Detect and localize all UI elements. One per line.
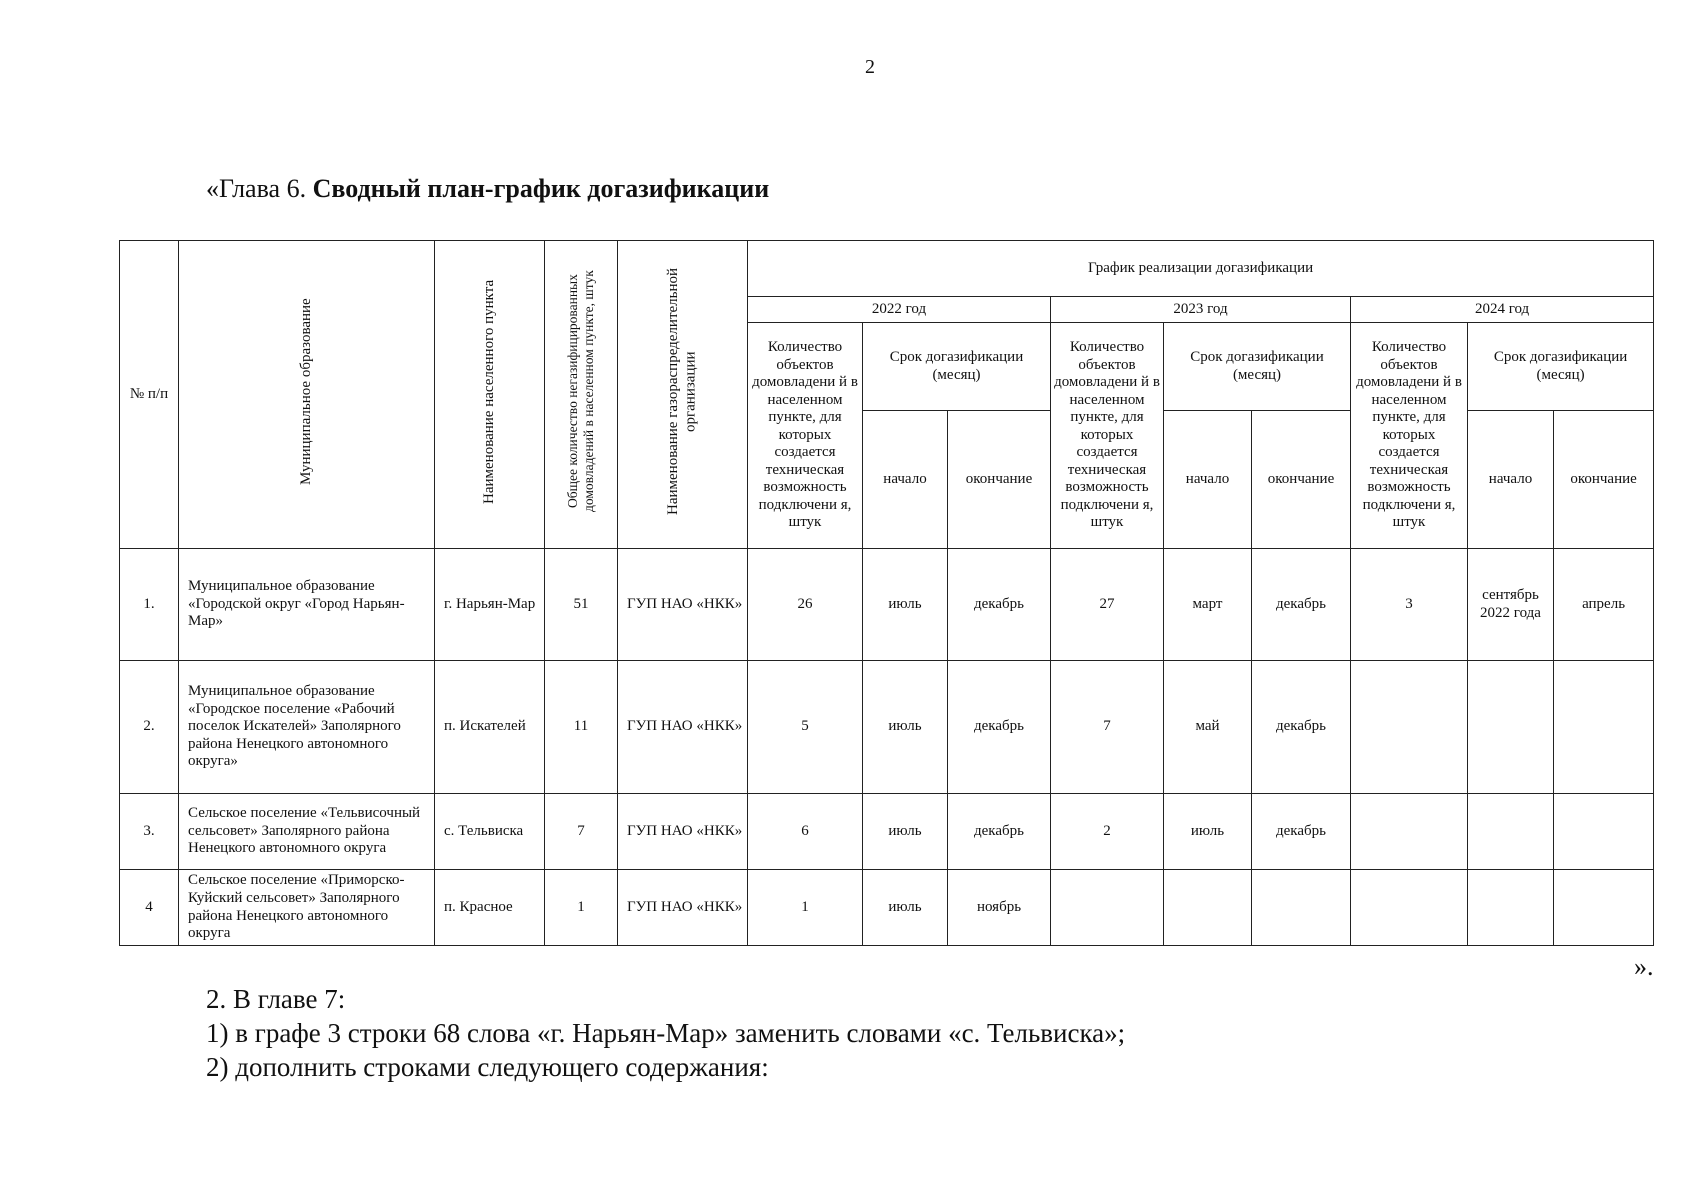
row-total: 11 [545, 661, 618, 794]
row-start-2024 [1468, 794, 1554, 870]
row-count-2023: 2 [1051, 794, 1164, 870]
row-end-2022: декабрь [948, 549, 1051, 661]
header-row-1 [120, 241, 1654, 297]
row-total: 7 [545, 794, 618, 870]
header-settlement [435, 241, 545, 549]
row-start-2022: июль [863, 794, 948, 870]
row-count-2022: 6 [748, 794, 863, 870]
table-row [120, 794, 1654, 870]
row-count-2022: 1 [748, 870, 863, 946]
row-num: 4 [120, 870, 179, 946]
header-end-2022: окончание [948, 411, 1051, 549]
header-total-households [545, 241, 618, 549]
row-end-2022: декабрь [948, 794, 1051, 870]
row-org: ГУП НАО «НКК» [618, 870, 748, 946]
row-count-2024 [1351, 794, 1468, 870]
row-count-2024: 3 [1351, 549, 1468, 661]
row-count-2023 [1051, 870, 1164, 946]
row-municipality: Муниципальное образование «Городское поселение «Рабочий поселок Искателей» Заполярного района Ненецкого автономного округа» [179, 661, 435, 794]
row-end-2023: декабрь [1252, 794, 1351, 870]
header-start-2024: начало [1468, 411, 1554, 549]
row-total: 51 [545, 549, 618, 661]
header-year-2024: 2024 год [1351, 297, 1654, 323]
header-num: № п/п [120, 241, 179, 549]
header-start-2023: начало [1164, 411, 1252, 549]
row-start-2023 [1164, 870, 1252, 946]
header-term-2023: Срок догазификации (месяц) [1164, 323, 1351, 411]
row-count-2024 [1351, 661, 1468, 794]
row-num: 3. [120, 794, 179, 870]
row-end-2023: декабрь [1252, 661, 1351, 794]
after-text-line-3: 2) дополнить строками следующего содержания: [206, 1052, 769, 1082]
header-gas-org-text: Наименование газораспределительной организации [664, 268, 699, 516]
header-year-2023: 2023 год [1051, 297, 1351, 323]
row-end-2022: декабрь [948, 661, 1051, 794]
row-count-2024 [1351, 870, 1468, 946]
table-row [120, 661, 1654, 794]
row-end-2023 [1252, 870, 1351, 946]
header-start-2022: начало [863, 411, 948, 549]
row-settlement: п. Искателей [435, 661, 545, 794]
gasification-plan-table [119, 240, 1654, 946]
row-count-2022: 5 [748, 661, 863, 794]
chapter-heading [206, 174, 769, 204]
row-start-2023: июль [1164, 794, 1252, 870]
header-objects-count-2023: Количество объектов домовладени й в населенном пункте, для которых создается техническая возможность подключени я, штук [1051, 323, 1164, 549]
header-settlement-text: Наименование населенного пункта [480, 279, 497, 504]
row-num: 2. [120, 661, 179, 794]
row-settlement: г. Нарьян-Мар [435, 549, 545, 661]
row-start-2022: июль [863, 661, 948, 794]
row-count-2023: 7 [1051, 661, 1164, 794]
row-total: 1 [545, 870, 618, 946]
row-end-2024 [1554, 870, 1654, 946]
row-start-2024 [1468, 870, 1554, 946]
row-start-2024 [1468, 661, 1554, 794]
after-text-line-2: 1) в графе 3 строки 68 слова «г. Нарьян-Мар» заменить словами «с. Тельвиска»; [206, 1018, 1126, 1048]
row-municipality: Сельское поселение «Приморско-Куйский сельсовет» Заполярного района Ненецкого автономного округа [179, 870, 435, 946]
row-start-2024: сентябрь 2022 года [1468, 549, 1554, 661]
row-end-2023: декабрь [1252, 549, 1351, 661]
header-end-2023: окончание [1252, 411, 1351, 549]
row-count-2022: 26 [748, 549, 863, 661]
row-settlement: п. Красное [435, 870, 545, 946]
page-number: 2 [865, 56, 875, 78]
header-end-2024: окончание [1554, 411, 1654, 549]
chapter-heading-title: Сводный план-график догазификации [312, 174, 770, 203]
row-num: 1. [120, 549, 179, 661]
header-municipality-text: Муниципальное образование [297, 298, 314, 486]
row-municipality: Сельское поселение «Тельвисочный сельсовет» Заполярного района Ненецкого автономного округа [179, 794, 435, 870]
header-total-households-text: Общее количество негазифицированных домовладений в населенном пункте, штук [565, 270, 596, 513]
row-org: ГУП НАО «НКК» [618, 549, 748, 661]
after-text-line-1: 2. В главе 7: [206, 984, 346, 1014]
header-objects-count-2022: Количество объектов домовладени й в населенном пункте, для которых создается техническая возможность подключени я, штук [748, 323, 863, 549]
header-term-2024: Срок догазификации (месяц) [1468, 323, 1654, 411]
closing-quote: ». [1634, 952, 1654, 981]
row-start-2023: май [1164, 661, 1252, 794]
row-end-2024: апрель [1554, 549, 1654, 661]
table-row [120, 549, 1654, 661]
row-org: ГУП НАО «НКК» [618, 794, 748, 870]
row-count-2023: 27 [1051, 549, 1164, 661]
header-gas-org [618, 241, 748, 549]
row-end-2022: ноябрь [948, 870, 1051, 946]
row-municipality: Муниципальное образование «Городской округ «Город Нарьян-Мар» [179, 549, 435, 661]
header-municipality [179, 241, 435, 549]
row-start-2022: июль [863, 549, 948, 661]
chapter-heading-prefix: «Глава 6. [206, 174, 313, 203]
row-end-2024 [1554, 794, 1654, 870]
row-start-2022: июль [863, 870, 948, 946]
row-end-2024 [1554, 661, 1654, 794]
header-term-2022: Срок догазификации (месяц) [863, 323, 1051, 411]
header-year-2022: 2022 год [748, 297, 1051, 323]
table-row [120, 870, 1654, 946]
header-schedule: График реализации догазификации [748, 241, 1654, 297]
row-org: ГУП НАО «НКК» [618, 661, 748, 794]
header-objects-count-2024: Количество объектов домовладени й в населенном пункте, для которых создается техническая возможность подключени я, штук [1351, 323, 1468, 549]
row-start-2023: март [1164, 549, 1252, 661]
row-settlement: с. Тельвиска [435, 794, 545, 870]
